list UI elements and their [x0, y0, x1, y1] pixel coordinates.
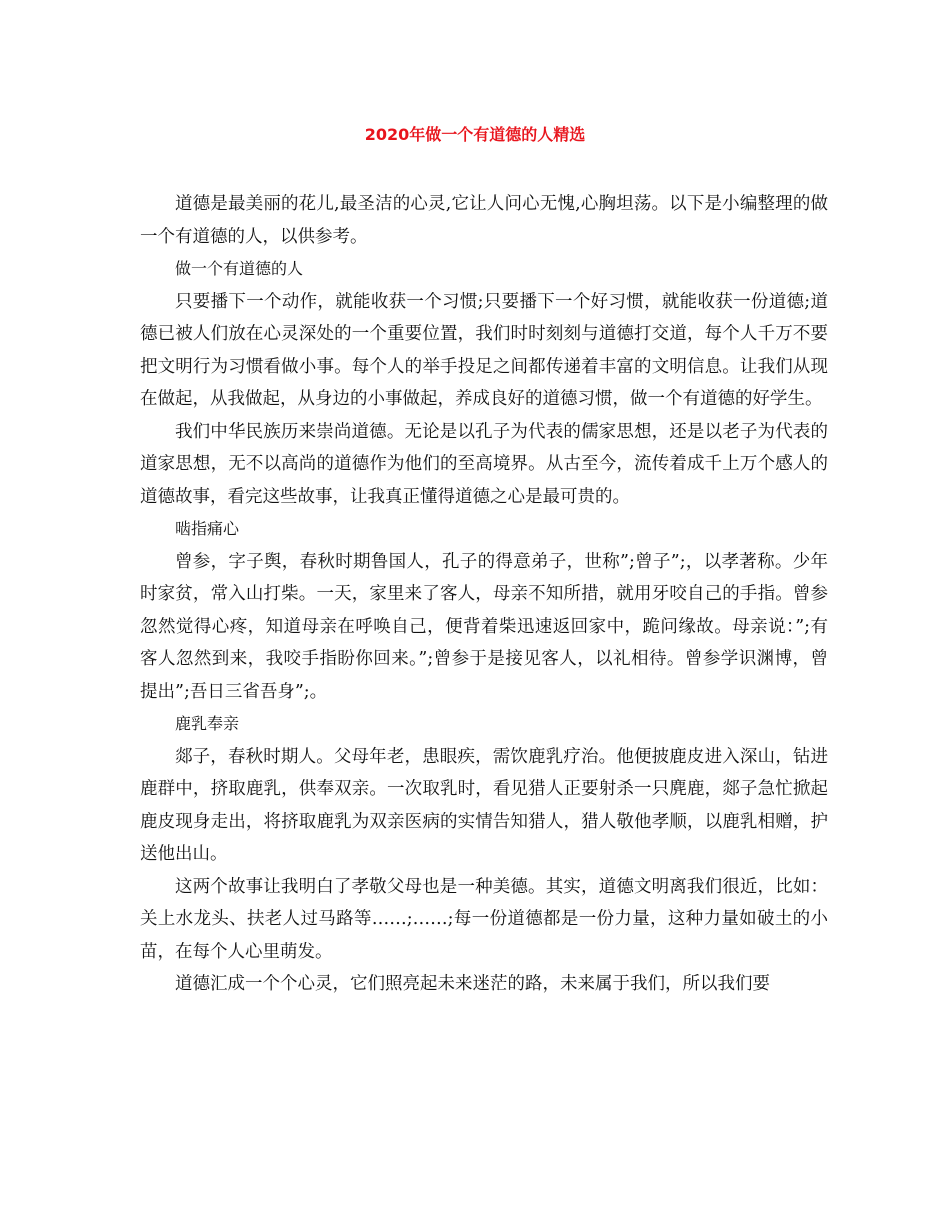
section-heading-finger-bite: 啮指痛心: [175, 519, 240, 538]
document-title: 2020年做一个有道德的人精选: [364, 125, 586, 144]
document-body: [140, 188, 828, 1001]
paragraph-filial-virtue: 这两个故事让我明白了孝敬父母也是一种美德。其实，道德文明离我们很近，比如：关上水龙头、扶老人过马路等……;……;每一份道德都是一份力量，这种力量如破土的小苗，在每个人心里萌发。: [140, 876, 828, 962]
paragraph-chinese-tradition: 我们中华民族历来崇尚道德。无论是以孔子为代表的儒家思想，还是以老子为代表的道家思想，无不以高尚的道德作为他们的至高境界。从古至今，流传着成千上万个感人的道德故事，看完这些故事，让我真正懂得道德之心是最可贵的。: [140, 421, 828, 507]
paragraph-tan-zi: 郯子，春秋时期人。父母年老，患眼疾，需饮鹿乳疗治。他便披鹿皮进入深山，钻进鹿群中，挤取鹿乳，供奉双亲。一次取乳时，看见猎人正要射杀一只麂鹿，郯子急忙掀起鹿皮现身走出，将挤取鹿乳为双亲医病的实情告知猎人，猎人敬他孝顺，以鹿乳相赠，护送他出山。: [140, 746, 828, 864]
paragraph-closing: 道德汇成一个个心灵，它们照亮起未来迷茫的路，未来属于我们，所以我们要: [175, 974, 770, 994]
paragraph-intro: 道德是最美丽的花儿,最圣洁的心灵,它让人问心无愧,心胸坦荡。以下是小编整理的做一个有道德的人，以供参考。: [140, 194, 828, 247]
paragraph-zeng-shen: 曾参，字子舆，春秋时期鲁国人，孔子的得意弟子，世称”;曾子”;，以孝著称。少年时家贫，常入山打柴。一天，家里来了客人，母亲不知所措，就用牙咬自己的手指。曾参忽然觉得心疼，知道母亲在呼唤自己，便背着柴迅速返回家中，跪问缘故。母亲说：”;有客人忽然到来，我咬手指盼你回来。”;曾参于是接见客人，以礼相待。曾参学识渊博，曾提出”;吾日三省吾身”;。: [140, 551, 828, 702]
section-heading-moral-person: 做一个有道德的人: [175, 259, 304, 278]
section-heading-deer-milk: 鹿乳奉亲: [175, 714, 240, 733]
paragraph-habits: 只要播下一个动作，就能收获一个习惯;只要播下一个好习惯，就能收获一份道德;道德已被人们放在心灵深处的一个重要位置，我们时时刻刻与道德打交道，每个人千万不要把文明行为习惯看做小事。每个人的举手投足之间都传递着丰富的文明信息。让我们从现在做起，从我做起，从身边的小事做起，养成良好的道德习惯，做一个有道德的好学生。: [140, 291, 828, 409]
